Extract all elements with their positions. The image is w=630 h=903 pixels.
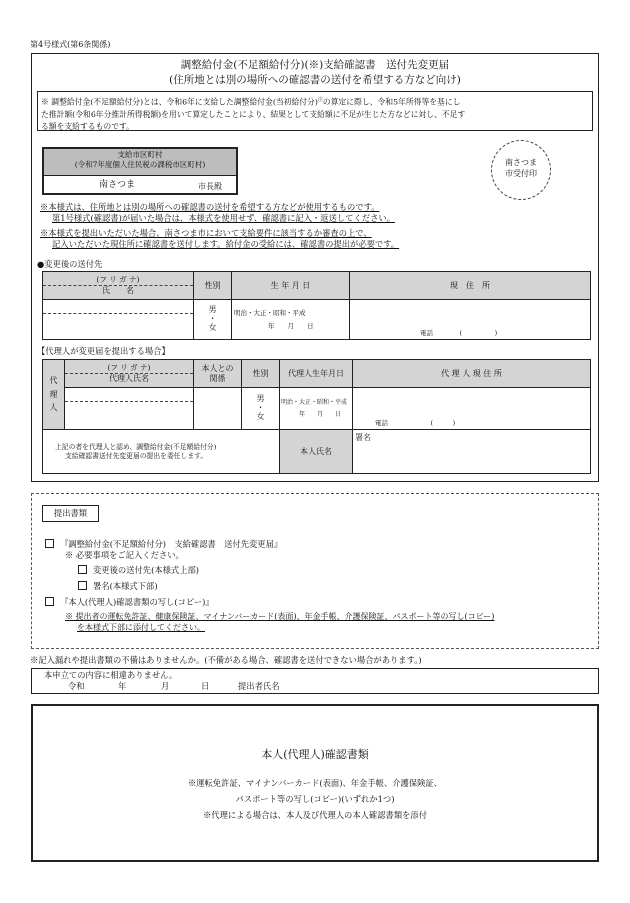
notice-2a: ※本様式を提出いただいた場合、南さつま市において支給要件に該当するか審査の上で、 — [40, 228, 372, 238]
principal-name-label: 本人氏名 — [280, 430, 353, 474]
destination-name-label: 氏 名 — [102, 285, 134, 295]
proxy-relation-1: 本人との — [201, 364, 234, 374]
form-number: 第4号様式(第6条関係) — [30, 40, 111, 49]
destination-table — [42, 271, 591, 340]
proxy-dob-input[interactable] — [280, 388, 353, 430]
destination-address-input[interactable] — [350, 300, 591, 340]
proxy-gender-dot: ・ — [256, 403, 265, 413]
id-box-title: 本人(代理人)確認書類 — [261, 748, 369, 761]
delegation-line-2: 支給確認書送付先変更届の提出を委任します。 — [65, 451, 208, 460]
destination-address-header: 現 住 所 — [350, 272, 591, 300]
destination-gender-input[interactable] — [194, 300, 232, 340]
explanation-text — [41, 94, 591, 133]
documents-list — [45, 539, 494, 633]
sub2-checkbox[interactable] — [78, 581, 87, 590]
destination-dob-header: 生 年 月 日 — [232, 272, 350, 300]
item1-label: 『調整給付金(不足額給付分) 支給確認書 送付先変更届』 — [60, 539, 283, 549]
item1-checkbox[interactable] — [45, 539, 54, 548]
destination-gender-dot: ・ — [208, 314, 217, 324]
proxy-furigana-input[interactable] — [65, 388, 193, 402]
proxy-address-header: 代 理 人 現 住 所 — [353, 360, 591, 388]
destination-female-option[interactable]: 女 — [208, 322, 217, 332]
destination-male-option[interactable]: 男 — [208, 305, 217, 315]
item2-note-1: ※ 提出者の運転免許証、健康保険証、マイナンバーカード(表面)、年金手帳、介護保険証、パスポート等の写し(コピー) — [65, 612, 495, 621]
municipality-header-2: (令和7年度個人住民税の課税市区町村) — [74, 160, 206, 170]
notice-1b: 第1号様式(確認書)が届いた場合は、本様式を使用せず、確認書に記入・返送してください。 — [52, 213, 395, 223]
item2-note-2: を本様式下部に添付してください。 — [77, 623, 205, 632]
proxy-relation-2: 関係 — [209, 373, 226, 383]
proxy-dob-header: 代理人生年月日 — [280, 360, 353, 388]
stamp-line-2: 市受付印 — [505, 169, 537, 178]
proxy-name-header — [65, 360, 194, 388]
notice-1a: ※本様式は、住所地とは別の場所への確認書の送付を希望する方などが使用するものです。 — [40, 202, 380, 212]
municipality-header — [44, 149, 236, 176]
explanation-line-2: た推計額(令和6年分推計所得税額)を用いて算定したことにより、結果として支給額に不足が生じた方などに対し、不足す — [41, 109, 466, 119]
destination-furigana-label: (フ リ ガ ナ) — [43, 275, 193, 285]
destination-phone-parens: ( ) — [459, 329, 498, 337]
declaration-era: 令和 — [68, 681, 85, 691]
destination-heading: ●変更後の送付先 — [37, 259, 103, 269]
proxy-side-1: 代 — [49, 376, 58, 386]
stamp-line-1: 南さつま — [505, 158, 537, 167]
declaration-year: 年 — [118, 681, 127, 691]
declaration-month: 月 — [161, 681, 170, 691]
id-box-line-1: ※運転免許証、マイナンバーカード(表面)、年金手帳、介護保険証、 — [187, 778, 443, 788]
destination-name-header — [43, 272, 194, 300]
proxy-gender-input[interactable] — [242, 388, 280, 430]
id-box-line-3: ※代理による場合は、本人及び代理人の本人確認書類を添付 — [202, 810, 428, 820]
destination-name-input[interactable] — [43, 300, 194, 340]
declaration-line-1: 本申立ての内容に相違ありません。 — [44, 670, 178, 680]
notice-2b: 記入いただいた現住所に確認書を送付します。給付金の受給には、確認書の提出が必要です。 — [52, 239, 400, 249]
id-document-box[interactable] — [31, 704, 599, 862]
proxy-eras[interactable]: 明治・大正・昭和・平成 — [281, 399, 348, 406]
check-note: ※記入漏れや提出書類の不備はありませんか。(不備がある場合、確認書を送付できない場合があります。) — [30, 655, 422, 665]
proxy-ymd: 年 月 日 — [299, 410, 342, 418]
delegation-line-1: 上記の者を代理人と認め、調整給付金(不足額給付分) — [55, 443, 217, 452]
sub1-checkbox[interactable] — [78, 565, 87, 574]
declaration-day: 日 — [201, 681, 210, 691]
principal-signature-input[interactable] — [353, 430, 591, 474]
proxy-side-2: 理 — [49, 389, 58, 399]
proxy-gender-header: 性別 — [242, 360, 280, 388]
explanation-note-mark: 注 — [317, 97, 323, 103]
submitter-name-input[interactable] — [290, 680, 530, 692]
item2-label: 『本人(代理人)確認書類の写し(コピー)』 — [60, 597, 214, 607]
proxy-relation-header — [194, 360, 242, 388]
sub1-label: 変更後の送付先(本様式上部) — [93, 565, 200, 575]
destination-furigana-input[interactable] — [43, 300, 193, 314]
proxy-heading: 【代理人が変更届を提出する場合】 — [37, 346, 170, 356]
destination-dob-input[interactable] — [232, 300, 350, 340]
notices — [40, 202, 399, 250]
proxy-phone-parens: ( ) — [430, 419, 456, 427]
destination-eras[interactable]: 明治・大正・昭和・平成 — [234, 309, 306, 318]
id-box-line-2: パスポート等の写し(コピー)(いずれか1つ) — [235, 794, 395, 804]
declaration-box — [31, 668, 599, 694]
proxy-address-input[interactable] — [353, 388, 591, 430]
destination-phone-label: 電話 — [420, 329, 433, 337]
proxy-furigana-label: (フ リ ガ ナ) — [65, 363, 193, 373]
proxy-side-label — [43, 360, 65, 430]
destination-gender-header: 性別 — [194, 272, 232, 300]
proxy-phone-label: 電話 — [375, 419, 388, 427]
proxy-relation-input[interactable] — [194, 388, 242, 430]
proxy-female-option[interactable]: 女 — [256, 411, 265, 421]
proxy-name-label: 代理人氏名 — [109, 373, 149, 383]
municipality-name: 南さつま — [99, 180, 136, 190]
municipality-box — [42, 147, 238, 195]
proxy-table — [42, 359, 591, 474]
form-title: 調整給付金(不足額給付分)(※)支給確認書 送付先変更届 — [180, 59, 450, 71]
proxy-name-input[interactable] — [65, 388, 194, 430]
proxy-side-3: 人 — [49, 403, 58, 413]
declaration-submitter: 提出者氏名 — [238, 681, 280, 691]
explanation-line-1b: の算定に際し、令和5年所得等を基にし — [322, 97, 461, 107]
item1-note: ※ 必要事項をご記入ください。 — [65, 550, 184, 560]
delegation-statement — [43, 430, 280, 474]
proxy-male-option[interactable]: 男 — [256, 394, 265, 404]
sub2-label: 署名(本様式下部) — [93, 581, 158, 591]
destination-ymd: 年 月 日 — [268, 321, 314, 330]
municipality-header-1: 支給市区町村 — [117, 150, 163, 159]
explanation-line-3: る額を支給するものです。 — [41, 121, 134, 131]
reception-stamp — [491, 140, 551, 200]
signature-label: 署名 — [355, 433, 371, 442]
municipality-suffix: 市長殿 — [198, 182, 222, 191]
item2-checkbox[interactable] — [45, 597, 54, 606]
explanation-line-1a: ※ 調整給付金(不足額給付分)とは、令和6年に支給した調整給付金(当初給付分) — [41, 97, 318, 107]
documents-label: 提出書類 — [42, 505, 99, 522]
form-subtitle: (住所地とは別の場所への確認書の送付を希望する方など向け) — [169, 74, 461, 86]
